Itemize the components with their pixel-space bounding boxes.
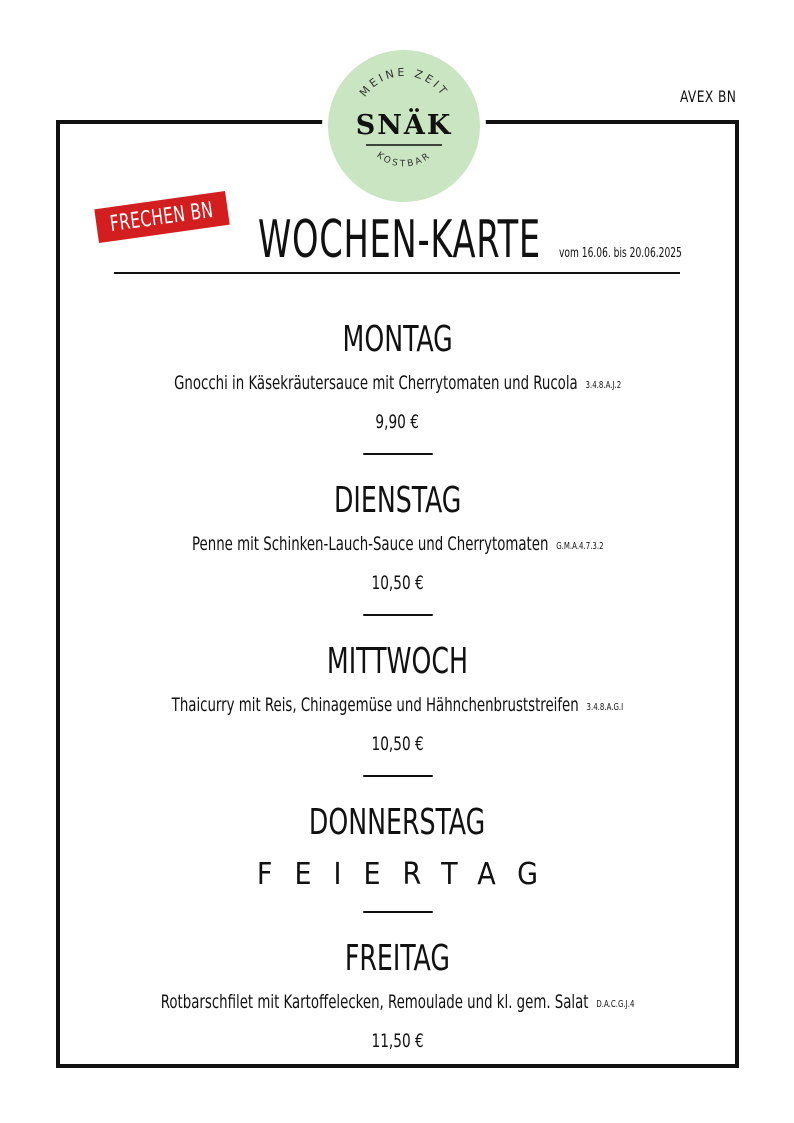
- dish-description: Thaicurry mit Reis, Chinagemüse und Hähnchenbruststreifen 3.4.8.A.G.I: [171, 694, 624, 716]
- dish-description: Rotbarschfilet mit Kartoffelecken, Remoulade und kl. gem. Salat D.A.C.G.J.4: [160, 991, 635, 1013]
- dish-price: 10,50 €: [371, 572, 424, 594]
- day-friday: [60, 937, 735, 1054]
- dish-price: 9,90 €: [375, 411, 420, 433]
- day-list: [60, 318, 735, 1054]
- day-name: DIENSTAG: [333, 480, 462, 521]
- section-divider: [363, 453, 433, 455]
- logo-arc-top: MEINE ZEIT: [357, 65, 452, 100]
- day-wednesday: [60, 640, 735, 777]
- day-thursday: [60, 801, 735, 913]
- section-divider: [363, 775, 433, 777]
- title-divider: [114, 272, 680, 274]
- day-name: MONTAG: [342, 319, 453, 360]
- svg-text:MEINE ZEIT: [357, 66, 451, 99]
- allergen-codes: 3.4.8.A.G.I: [586, 702, 624, 713]
- dish-price: 10,50 €: [371, 733, 424, 755]
- dish-price: 11,50 €: [371, 1030, 424, 1052]
- day-tuesday: [60, 479, 735, 616]
- logo-brand: SNÄK: [355, 110, 453, 141]
- location-code: AVEX BN: [680, 87, 737, 106]
- dish-description: Penne mit Schinken-Lauch-Sauce und Cherrytomaten G.M.A.4.7.3.2: [191, 533, 604, 555]
- holiday-notice: FEIERTAG: [256, 857, 561, 892]
- logo-emblem: [328, 50, 480, 202]
- dish-description: Gnocchi in Käsekräutersauce mit Cherrytomaten und Rucola 3.4.8.A.J.2: [173, 372, 622, 394]
- location-badge-label: FRECHEN BN: [108, 197, 216, 237]
- date-range: vom 16.06. bis 20.06.2025: [559, 246, 682, 261]
- page-title: WOCHEN-KARTE: [258, 210, 541, 270]
- section-divider: [363, 911, 433, 913]
- allergen-codes: G.M.A.4.7.3.2: [555, 541, 604, 552]
- day-name: MITTWOCH: [326, 641, 469, 682]
- allergen-codes: 3.4.8.A.J.2: [585, 380, 622, 391]
- section-divider: [363, 614, 433, 616]
- day-monday: [60, 318, 735, 455]
- day-name: FREITAG: [344, 938, 451, 979]
- svg-text:KOSTBAR: [375, 150, 434, 169]
- logo-arc-bottom: KOSTBAR: [374, 150, 434, 170]
- snaek-logo: [322, 44, 486, 208]
- day-name: DONNERSTAG: [309, 802, 486, 843]
- allergen-codes: D.A.C.G.J.4: [596, 999, 635, 1010]
